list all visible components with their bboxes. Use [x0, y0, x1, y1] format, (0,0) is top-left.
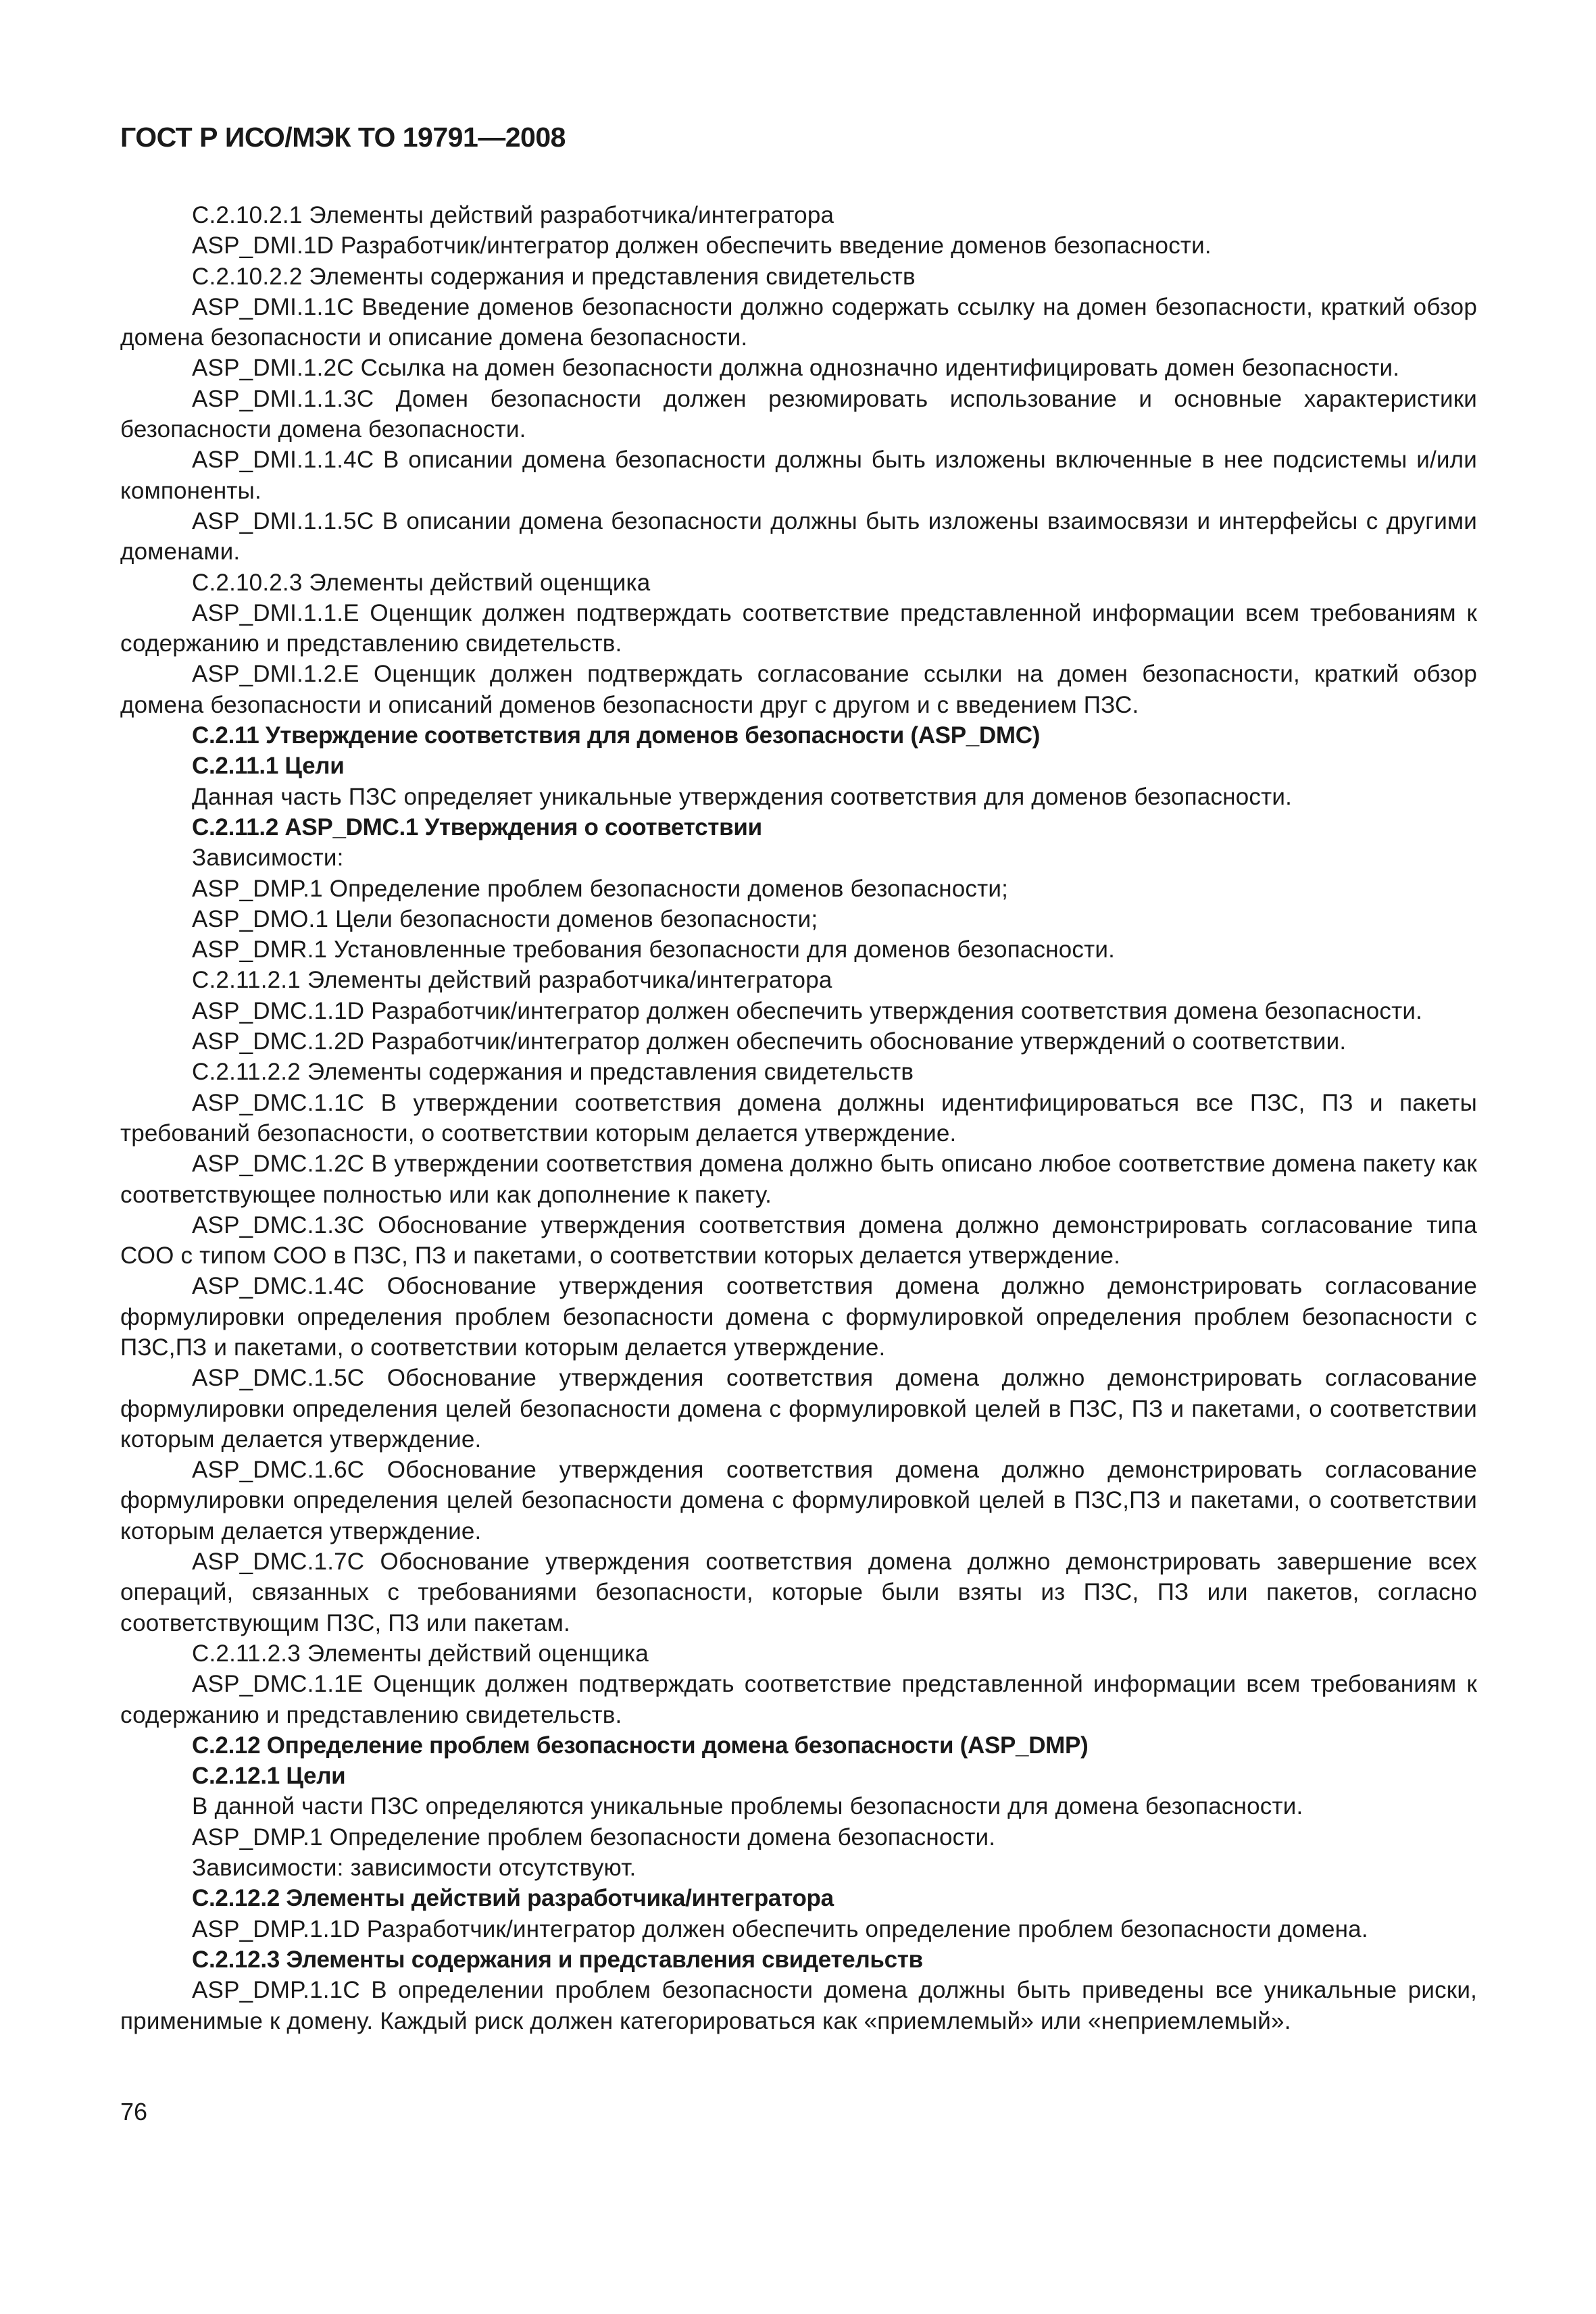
- section-heading: С.2.12.3 Элементы содержания и представления свидетельств: [192, 1946, 923, 1973]
- paragraph: ASP_DMP.1.1D Разработчик/интегратор должен обеспечить определение проблем безопасности домена.: [192, 1915, 1368, 1942]
- paragraph: ASP_DMC.1.5C Обоснование утверждения соответствия домена должно демонстрировать согласование формулировки определения целей безопасности домена с формулировкой целей в ПЗС, ПЗ и пакетами, о соответствии которым делается утверждение.: [120, 1365, 1477, 1453]
- paragraph: ASP_DMP.1.1C В определении проблем безопасности домена должны быть приведены все уникальные риски, применимые к домену. Каждый риск должен категорироваться как «приемлемый» или «неприемлемый».: [120, 1977, 1477, 2034]
- paragraph: ASP_DMI.1.1.3C Домен безопасности должен резюмировать использование и основные характеристики безопасности домена безопасности.: [120, 385, 1477, 443]
- paragraph: ASP_DMC.1.1C В утверждении соответствия домена должны идентифицироваться все ПЗС, ПЗ и пакеты требований безопасности, о соответствии которым делается утверждение.: [120, 1089, 1477, 1147]
- paragraph: ASP_DMP.1 Определение проблем безопасности домена безопасности.: [192, 1823, 996, 1851]
- paragraph: ASP_DMC.1.2C В утверждении соответствия домена должно быть описано любое соответствие домена пакету как соответствующее полностью или как дополнение к пакету.: [120, 1151, 1477, 1208]
- paragraph: С.2.11.2.1 Элементы действий разработчика/интегратора: [192, 967, 832, 994]
- paragraph: ASP_DMI.1.2.E Оценщик должен подтверждать согласование ссылки на домен безопасности, краткий обзор домена безопасности и описаний доменов безопасности друг с другом и с введением ПЗС.: [120, 661, 1477, 718]
- section-heading: С.2.12.2 Элементы действий разработчика/интегратора: [192, 1885, 834, 1912]
- paragraph: ASP_DMC.1.1D Разработчик/интегратор должен обеспечить утверждения соответствия домена безопасности.: [192, 997, 1423, 1024]
- paragraph: С.2.10.2.2 Элементы содержания и представления свидетельств: [192, 263, 916, 290]
- paragraph: ASP_DMC.1.3C Обоснование утверждения соответствия домена должно демонстрировать согласование типа СОО с типом СОО в ПЗС, ПЗ и пакетами, о соответствии которых делается утверждение.: [120, 1211, 1477, 1269]
- paragraph: С.2.11.2.2 Элементы содержания и представления свидетельств: [192, 1059, 914, 1086]
- paragraph: ASP_DMC.1.4C Обоснование утверждения соответствия домена должно демонстрировать согласование формулировки определения проблем безопасности домена с формулировкой определения проблем безопасности с ПЗС,ПЗ и пакетами, о соответствии которым делается утверждение.: [120, 1273, 1477, 1361]
- paragraph: В данной части ПЗС определяются уникальные проблемы безопасности для домена безопасности.: [192, 1793, 1303, 1820]
- paragraph: ASP_DMC.1.2D Разработчик/интегратор должен обеспечить обоснование утверждений о соответствии.: [192, 1028, 1347, 1055]
- page-header-standard-title: ГОСТ Р ИСО/МЭК ТО 19791—2008: [120, 122, 566, 153]
- paragraph: ASP_DMI.1.1.4C В описании домена безопасности должны быть изложены включенные в нее подсистемы и/или компоненты.: [120, 447, 1477, 504]
- paragraph: С.2.10.2.3 Элементы действий оценщика: [192, 569, 651, 596]
- paragraph: ASP_DMI.1.1.E Оценщик должен подтверждать соответствие представленной информации всем требованиям к содержанию и представлению свидетельств.: [120, 599, 1477, 657]
- paragraph: ASP_DMI.1.1.5C В описании домена безопасности должны быть изложены взаимосвязи и интерфейсы с другими доменами.: [120, 507, 1477, 565]
- paragraph: ASP_DMI.1.2C Ссылка на домен безопасности должна однозначно идентифицировать домен безопасности.: [192, 355, 1400, 382]
- paragraph: ASP_DMI.1D Разработчик/интегратор должен обеспечить введение доменов безопасности.: [192, 232, 1212, 259]
- paragraph: Данная часть ПЗС определяет уникальные утверждения соответствия для доменов безопасности.: [192, 783, 1292, 810]
- paragraph: ASP_DMC.1.6C Обоснование утверждения соответствия домена должно демонстрировать согласование формулировки определения целей безопасности домена с формулировкой целей в ПЗС,ПЗ и пакетами, о соответствии которым делается утверждение.: [120, 1457, 1477, 1544]
- paragraph: ASP_DMP.1 Определение проблем безопасности доменов безопасности;: [192, 875, 1009, 902]
- section-heading: С.2.11.1 Цели: [192, 753, 345, 780]
- paragraph: С.2.10.2.1 Элементы действий разработчика/интегратора: [192, 202, 834, 228]
- section-heading: С.2.12 Определение проблем безопасности домена безопасности (ASP_DMP): [192, 1732, 1089, 1759]
- paragraph: Зависимости:: [192, 845, 344, 872]
- page-number: 76: [120, 2098, 148, 2126]
- paragraph: ASP_DMI.1.1C Введение доменов безопасности должно содержать ссылку на домен безопасности, краткий обзор домена безопасности и описание домена безопасности.: [120, 293, 1477, 351]
- paragraph: ASP_DMC.1.7C Обоснование утверждения соответствия домена должно демонстрировать завершение всех операций, связанных с требованиями безопасности, которые были взяты из ПЗС, ПЗ или пакетов, согласно соответствующим ПЗС, ПЗ или пакетам.: [120, 1549, 1477, 1636]
- paragraph: ASP_DMC.1.1E Оценщик должен подтверждать соответствие представленной информации всем требованиям к содержанию и представлению свидетельств.: [120, 1671, 1477, 1728]
- paragraph: ASP_DMO.1 Цели безопасности доменов безопасности;: [192, 905, 818, 932]
- section-heading: С.2.11 Утверждение соответствия для доменов безопасности (ASP_DMC): [192, 722, 1041, 749]
- section-heading: С.2.11.2 ASP_DMC.1 Утверждения о соответствии: [192, 813, 762, 840]
- paragraph: ASP_DMR.1 Установленные требования безопасности для доменов безопасности.: [192, 936, 1116, 963]
- paragraph: С.2.11.2.3 Элементы действий оценщика: [192, 1640, 649, 1667]
- document-body: [120, 200, 1477, 2036]
- section-heading: С.2.12.1 Цели: [192, 1763, 346, 1790]
- paragraph: Зависимости: зависимости отсутствуют.: [192, 1855, 637, 1882]
